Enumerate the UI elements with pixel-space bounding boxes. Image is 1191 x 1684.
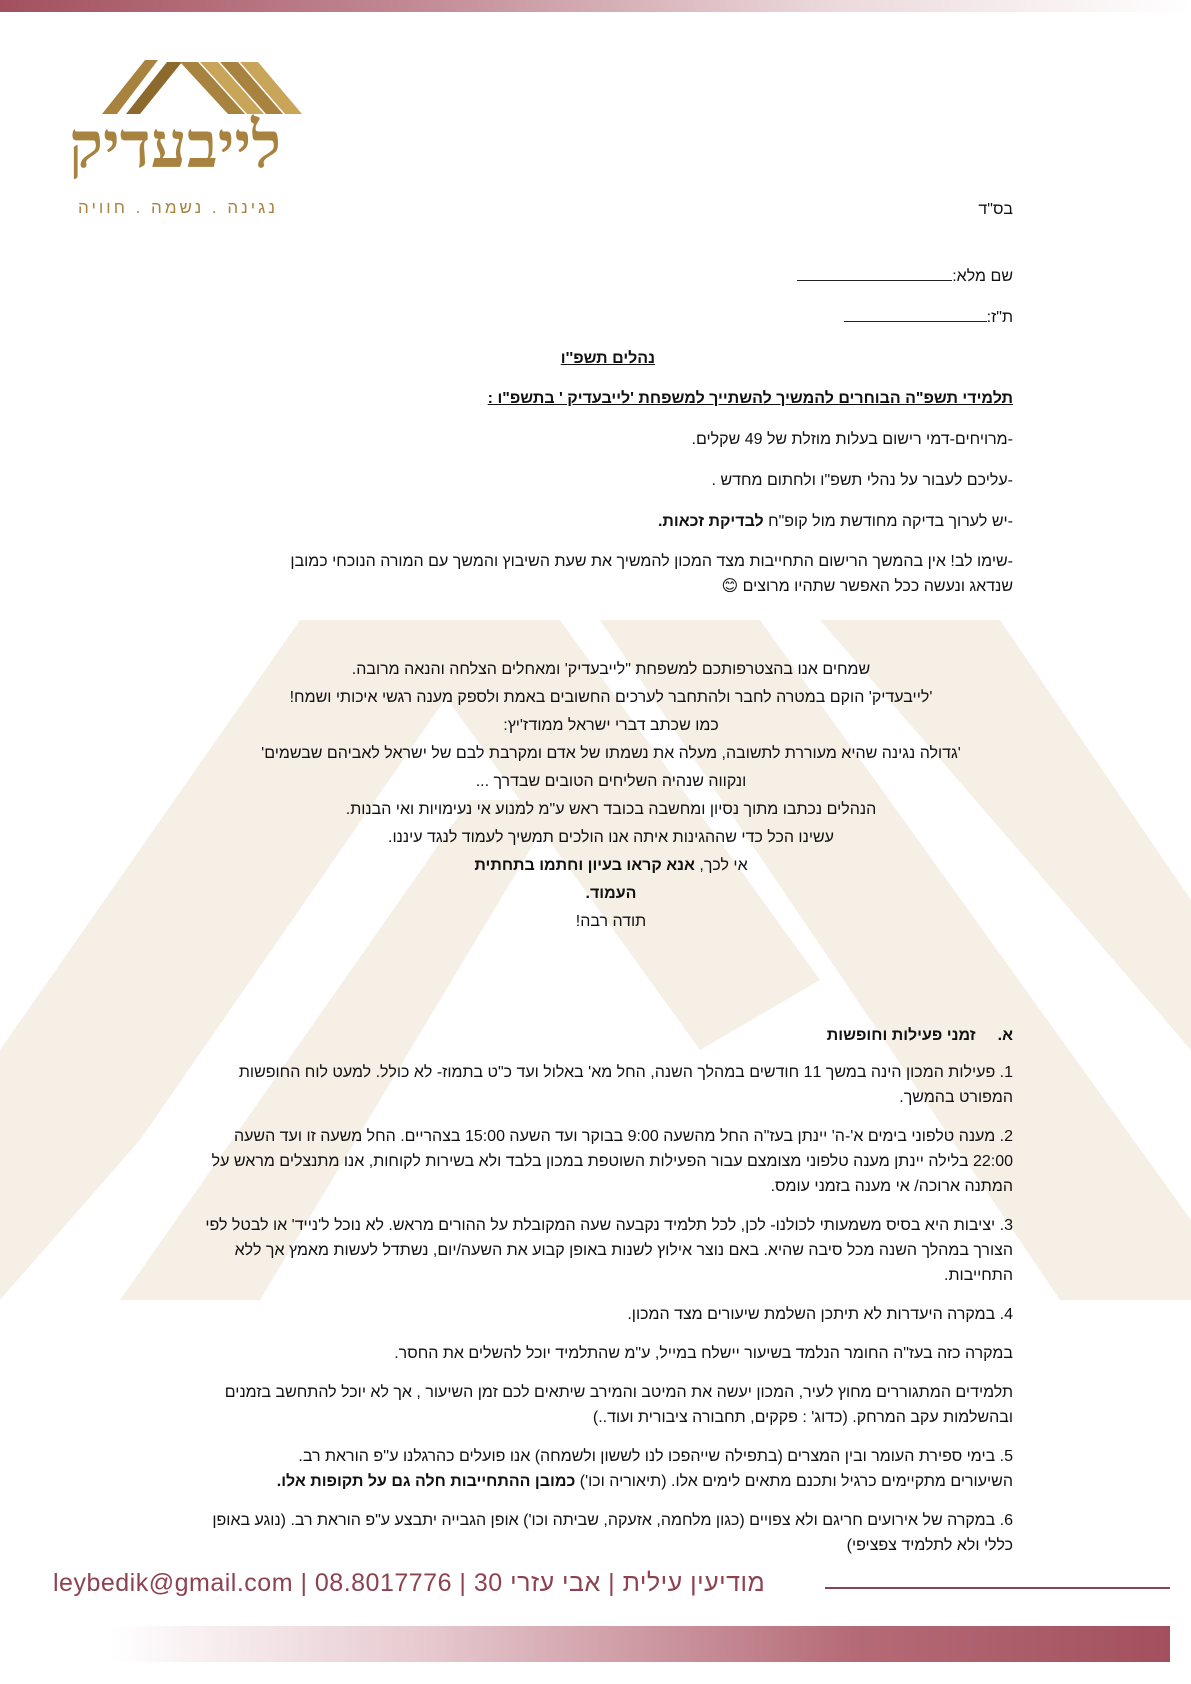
id-field[interactable]: [844, 305, 1013, 330]
section-a-item-3: 3. יציבות היא בסיס משמעותי לכולנו- לכן, לכל תלמיד נקבעה שעה המקובלת על ההורים מראש. לא נוכל ל'נייד' או לבטל לפי הצורך במהלך השנה מכל סיבה שהיא. באם נוצר אילוץ לשנות באופן קבוע את השעה/יום, נשתדל לעשות מאמץ אך ללא התחייבות.: [205, 1217, 1013, 1284]
welcome-line-6: הנהלים נכתבו מתוך נסיון ומחשבה בכובד ראש ע"מ למנוע אי נעימויות ואי הבנות.: [345, 801, 877, 818]
section-a-item-5-text: השיעורים מתקיימים כרגיל ותכנם מתאים לימים אלו. (תיאוריה וכו'): [575, 1473, 1013, 1490]
section-a-body: [198, 1060, 1013, 1558]
footer-divider: [825, 1587, 1170, 1589]
section-a-letter: א.: [997, 1027, 1013, 1044]
bullet-eligibility-text: -יש לערוך בדיקה מחודשת מול קופ"ח: [763, 513, 1013, 530]
page-title: נהלים תשפ''ו: [560, 350, 655, 367]
full-name-label: שם מלא:: [952, 268, 1013, 285]
welcome-line-2: 'לייבעדיק' הוקם במטרה לחבר ולהתחבר לערכים החשובים באמת ולספק מענה רגשי איכותי ושמח!: [289, 689, 933, 706]
bullet-eligibility-check: [658, 509, 1013, 534]
brand-logo-name: לייבעדיק: [68, 108, 282, 183]
bullet-attention-line2: שנדאג ונעשה ככל האפשר שתהיו מרוצים 😊: [721, 578, 1013, 595]
section-a-item-5-bold: כמובן ההתחייבות חלה גם על תקופות אלו.: [276, 1473, 576, 1490]
welcome-line-7: עשינו הכל כדי שההגינות איתה אנו הולכים תמשיך לעמוד לנגד עיננו.: [388, 829, 834, 846]
section-a-title: זמני פעילות וחופשות: [826, 1027, 976, 1044]
welcome-block: [211, 656, 1011, 936]
brand-logo-tagline: נגינה . נשמה . חוויה: [78, 198, 278, 217]
section-a-item-1: 1. פעילות המכון הינה במשך 11 חודשים במהלך השנה, החל מא' באלול ועד כ"ט בתמוז- לא כולל. למעט לוח החופשות המפורט בהמשך.: [238, 1064, 1013, 1106]
full-name-underline[interactable]: [797, 264, 952, 281]
id-label: ת"ז:: [986, 309, 1013, 326]
welcome-line-3: כמו שכתב דברי ישראל ממודז'יץ:: [503, 717, 719, 734]
section-a-item-5-line2: [198, 1469, 1013, 1494]
section-a-item-2: 2. מענה טלפוני בימים א'-ה' יינתן בעז"ה החל מהשעה 9:00 בבוקר ועד השעה 15:00 בצהריים. החל משעה זו ועד השעה 22:00 בלילה יינתן מענה טלפוני מצומצם עבור הפעילות השוטפת במכון בלבד ולא בשירות לקוחות, אנו מתנצלים מראש על המתנה ארוכה/ אי מענה בזמני עומס.: [211, 1128, 1013, 1195]
welcome-line-8: [211, 852, 1011, 880]
welcome-line-10: תודה רבה!: [575, 913, 647, 930]
welcome-line-9: העמוד.: [585, 885, 637, 902]
intro-heading: תלמידי תשפ"ה הבוחרים להמשיך להשתייך למשפחת 'לייבעדיק ' בתשפ"ו :: [487, 390, 1013, 407]
welcome-line-1: שמחים אנו בהצטרפותכם למשפחת "לייבעדיק' ומאחלים הצלחה והנאה מרובה.: [351, 661, 871, 678]
bullet-eligibility-bold: לבדיקת זכאות.: [657, 513, 764, 530]
section-a-item-6: 6. במקרה של אירועים חריגם ולא צפויים (כגון מלחמה, אזעקה, שביתה וכו') אופן הגבייה יתבצע ע"פ הוראת רב. (נוגע באופן כללי ולא לתלמיד צפציפי): [212, 1512, 1013, 1554]
section-a-item-4b: במקרה כזה בעז"ה החומר הנלמד בשיעור יישלח במייל, ע"מ שהתלמיד יוכל להשלים את החסר.: [394, 1345, 1013, 1362]
welcome-line-4: 'גדולה נגינה שהיא מעוררת לתשובה, מעלה את נשמתו של אדם ומקרבת לבם של ישראל לאביהם שבשמים': [261, 745, 961, 762]
welcome-line-5: ונקווה שנהיה השליחים הטובים שבדרך ...: [475, 773, 747, 790]
section-a-heading: [827, 1023, 1013, 1048]
bullet-attention: [193, 549, 1013, 599]
top-gradient-bar: [0, 0, 1191, 12]
bsd-mark: בס"ד: [978, 201, 1013, 218]
welcome-line-8-bold: אנא קראו בעיון וחתמו בתחתית: [474, 857, 695, 874]
bullet-attention-line1: -שימו לב! אין בהמשך הרישום התחייבות מצד המכון להמשיך את שעת השיבוץ והמשך עם המורה הנוכחי כמובן: [290, 553, 1013, 570]
welcome-line-8-text: אי לכך,: [694, 857, 748, 874]
bullet-registration-fee: -מרויחים-דמי רישום בעלות מוזלת של 49 שקלים.: [691, 431, 1013, 448]
full-name-field[interactable]: [797, 264, 1013, 289]
footer-contact: leybedik@gmail.com | 08.8017776 | מודיעין עילית | אבי עזרי 30: [53, 1569, 766, 1597]
section-a-item-5-line1: 5. בימי ספירת העומר ובין המצרים (בתפילה שייהפכו לנו לששון ולשמחה) אנו פועלים כהרגלנו ע''פ הוראת רב.: [298, 1448, 1013, 1465]
bullet-sign-again: -עליכם לעבור על נהלי תשפ"ו ולחתום מחדש .: [711, 472, 1013, 489]
id-underline[interactable]: [844, 305, 987, 322]
bottom-gradient-bar: [110, 1626, 1170, 1662]
section-a-item-4: 4. במקרה היעדרות לא תיתכן השלמת שיעורים מצד המכון.: [627, 1306, 1013, 1323]
section-a-item-4c: תלמידים המתגוררים מחוץ לעיר, המכון יעשה את המיטב והמירב שיתאים לכם זמן השיעור , אך לא יוכל להתחשב בזמנים ובהשלמות עקב המרחק. (כדוג' : פקקים, תחבורה ציבורית ועוד..): [224, 1384, 1013, 1426]
